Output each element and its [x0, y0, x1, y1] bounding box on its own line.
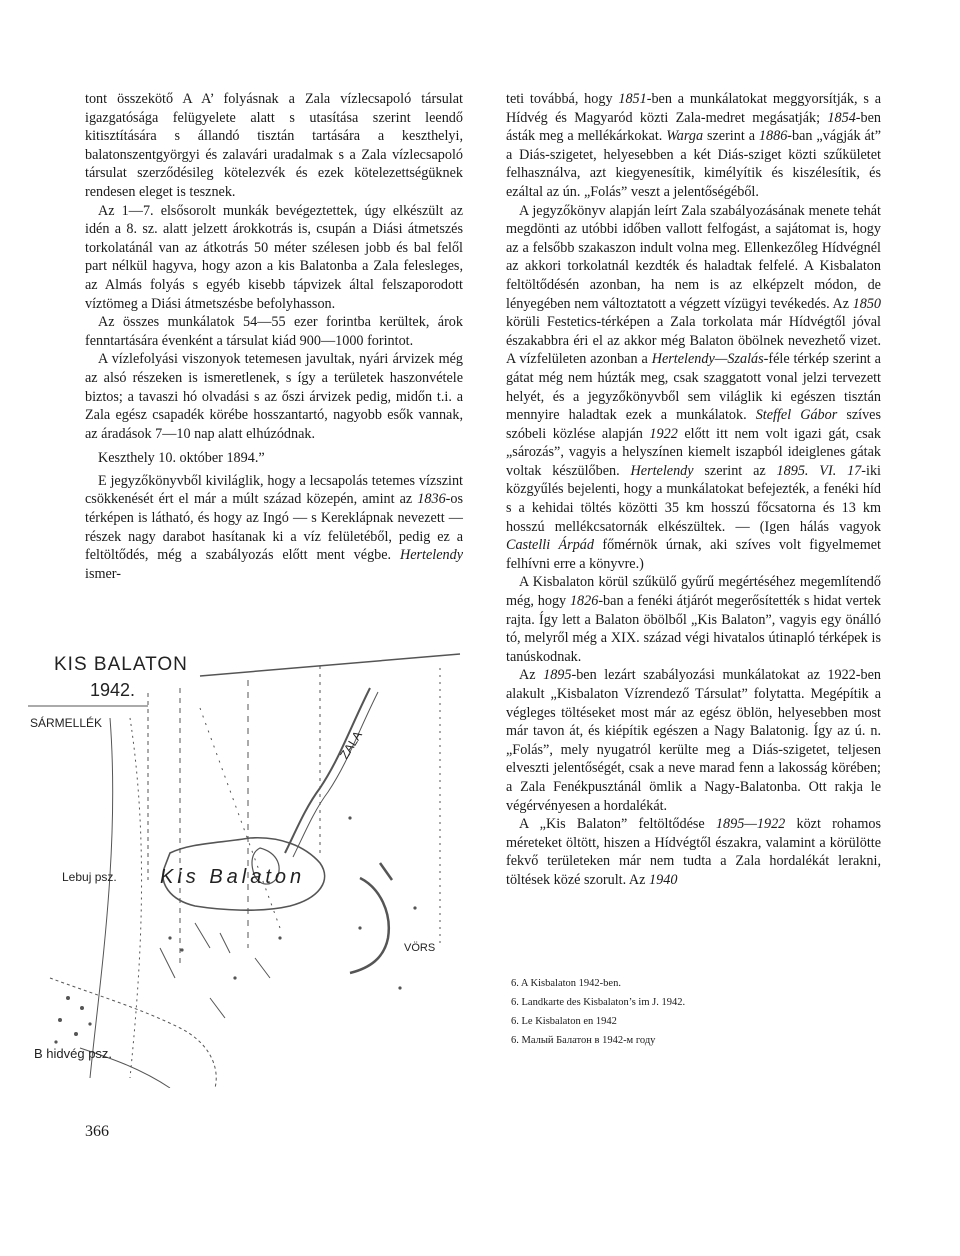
page-number: 366: [85, 1123, 109, 1140]
map-year: 1942.: [90, 680, 136, 700]
figure-captions: [511, 974, 891, 1050]
right-text-column: [506, 90, 881, 890]
paragraph: teti továbbá, hogy 1851-ben a munkálatokat meggyorsítják, s a Hídvég és Magyaród közti Zala-medret megásatják; 1854-ben ásták meg a mellékárkokat. Warga szerint a 1886-ban „vágják át” a Diás-szigetet, helyesebben a két Diás-sziget közti szűkületet felhasználva, azt kiegyenesítik, kimélyítik és kiszélesítik, és ezáltal az ún. „Folás” veszt a jelentőségéből.: [506, 91, 881, 200]
map-label-lebuj: Lebuj psz.: [62, 870, 117, 884]
paragraph: A vízlefolyási viszonyok tetemesen javultak, nyári árvizek még az alsó részeken is ismeretlenek, s így a területek haszonvétele biztos; a tavaszi hó olvadási s az őszi árvizek pedig, midőn t.i. a Zala egész csapadék körébe hosszantartó, nagyobb esők vannak, az áradások 7—10 nap alatt elhúzódnak.: [85, 351, 463, 442]
paragraph: E jegyzőkönyvből kiviláglik, hogy a lecsapolás tetemes vízszint csökkenését ért el már a múlt század közepén, amint az 1836-os térképen is látható, és hogy az Ingó — s Kereklápnak nevezett — részek nagy darabot hasítanak ki a víz felületéből, pedig ez a feltöltődés, még a szabályozás előtt ment végbe. Hertelendy ismer-: [85, 472, 463, 582]
map-label-kis-balaton: Kis Balaton: [160, 866, 306, 888]
map-label-zala: ZALA: [337, 728, 365, 762]
caption-russian: 6. Малый Балатон в 1942-м году: [511, 1035, 656, 1046]
paragraph: Az 1895-ben lezárt szabályozási munkálatokat az 1922-ben alakult „Kisbalaton Vízrendező Társulat” folytatta. Megépítik a végleges töltéseket most már az egész öblön, helyesebben most már tavon át, és kiépítik egészen a Nagy Balatonig. Így az ú. n. „Folás”, mely nyugatról kerülte meg a Diás-szigetet, teljesen elveszti jelentőségét, csak a neve marad fenn a lakosság körében; a Zala Fenékpusztánál ömlik a Nagy-Balatonba. Ott rakja le végérvényesen a hordalékát.: [506, 667, 881, 814]
paragraph: Az összes munkálatok 54—55 ezer forintba kerültek, árok fenntartására évenként a társulat kiád 900—1000 forintot.: [85, 314, 463, 349]
caption-german: 6. Landkarte des Kisbalaton’s im J. 1942.: [511, 997, 686, 1008]
date-line: Keszthely 10. október 1894.”: [98, 450, 265, 467]
caption-hungarian: 6. A Kisbalaton 1942-ben.: [511, 978, 621, 989]
map-label-hidveg: B hidvég psz.: [34, 1046, 113, 1061]
paragraph: A „Kis Balaton” feltöltődése 1895—1922 közt rohamos méreteket öltött, hiszen a Hídvégtől északra, valamint a körülötte fekvő területeken már nem tudta a Zala hordalékát lerakni, töltések közé szorult. Az 1940: [506, 816, 881, 888]
paragraph: A jegyzőkönyv alapján leírt Zala szabályozásának menete tehát megdönti az utóbbi időben vallott felfogást, a sajátomat is, hogy az a felsőbb szakaszon indult volna meg. Ellenkezőleg Hídvégnél az akkori torkolatnál kezdték és haladtak felfelé. A Kisbalaton feltöltődésén azonban, ha nem is az elképzelt módon, de lényegében nem változtatott a végzett vízügyi tevékedés. Az 1850 körüli Festetics-térképen a Zala torkolata már Hídvégtől jóval északabbra éri el az akkor még Balaton öbölnek nevezhető vizet. A vízfelületen azonban a Hertelendy—Szalás-féle térkép szerint a gátat még nem húzták meg, csak szaggatott vonal jelzi tervezett helyét, és a jegyzőkönyvből sem világlik ki egészen tisztán mennyire haladtak ezek a munkálatok. Steffel Gábor szíves szóbeli közlése alapján 1922 előtt itt nem volt igazi gát, csak „sározás”, vagyis a helyszínen kiemelt iszapból ideiglenes gátak voltak készülőben. Hertelendy szerint az 1895. VI. 17-iki közgyűlés bejelenti, hogy a munkálatokat befejezték, a fenéki híd s a kehidai töltés közötti 35 km hosszú főcsatorna és 13 km hosszú mellékcsatornák elkészültek. — (Igen hálás vagyok Castelli Árpád főmérnök úrnak, aki szíves volt figyelmemet felhívni erre a könyvre.): [506, 202, 881, 572]
kis-balaton-map: [20, 648, 464, 1088]
map-label-vors: VÖRS: [404, 942, 436, 954]
map-label-sarmellek: SÁRMELLÉK: [30, 716, 103, 730]
caption-french: 6. Le Kisbalaton en 1942: [511, 1016, 617, 1027]
paragraph: A Kisbalaton körül szűkülő gyűrű megértéséhez megemlítendő még, hogy 1826-ban a fenéki átjárót megerősítették s hidat vertek rajta. Így lett a Balaton öbölből „Kis Balaton”, vagyis egy önálló tó, melyről még a XIX. század végi hivatalos útinapló térképek is tanúskodnak.: [506, 574, 881, 665]
left-text-column: [85, 90, 463, 583]
paragraph: tont összekötő A A’ folyásnak a Zala vízlecsapoló társulat igazgatósága felügyelete alatt s utasítása szerint leendő kitisztítására s állandó tisztán tartására a keszthelyi, balatonszentgyörgyi és zalavári uradalmak s a Zala vízlecsapoló társulat szerződésileg kötelezvék és ezek kötelezettségüknek rendesen eleget is tesznek.: [85, 91, 463, 200]
map-title: KIS BALATON: [54, 654, 188, 675]
paragraph: Az 1—7. elsősorolt munkák bevégeztettek, úgy elkészült az idén a 8. sz. alatt jelzett árokkotrás is, csupán a Diási átmetszés torkolatánál van az átkotrás 50 méter szélesen jobb és bal felől part nélkül hagyva, hogy azon a kis Balatonba a Zala felesleges, az Almás folyás s egyéb kisebb tápvizek által felszaporodott víztömeg a Diási átmetszésbe befolyhasson.: [85, 202, 463, 312]
